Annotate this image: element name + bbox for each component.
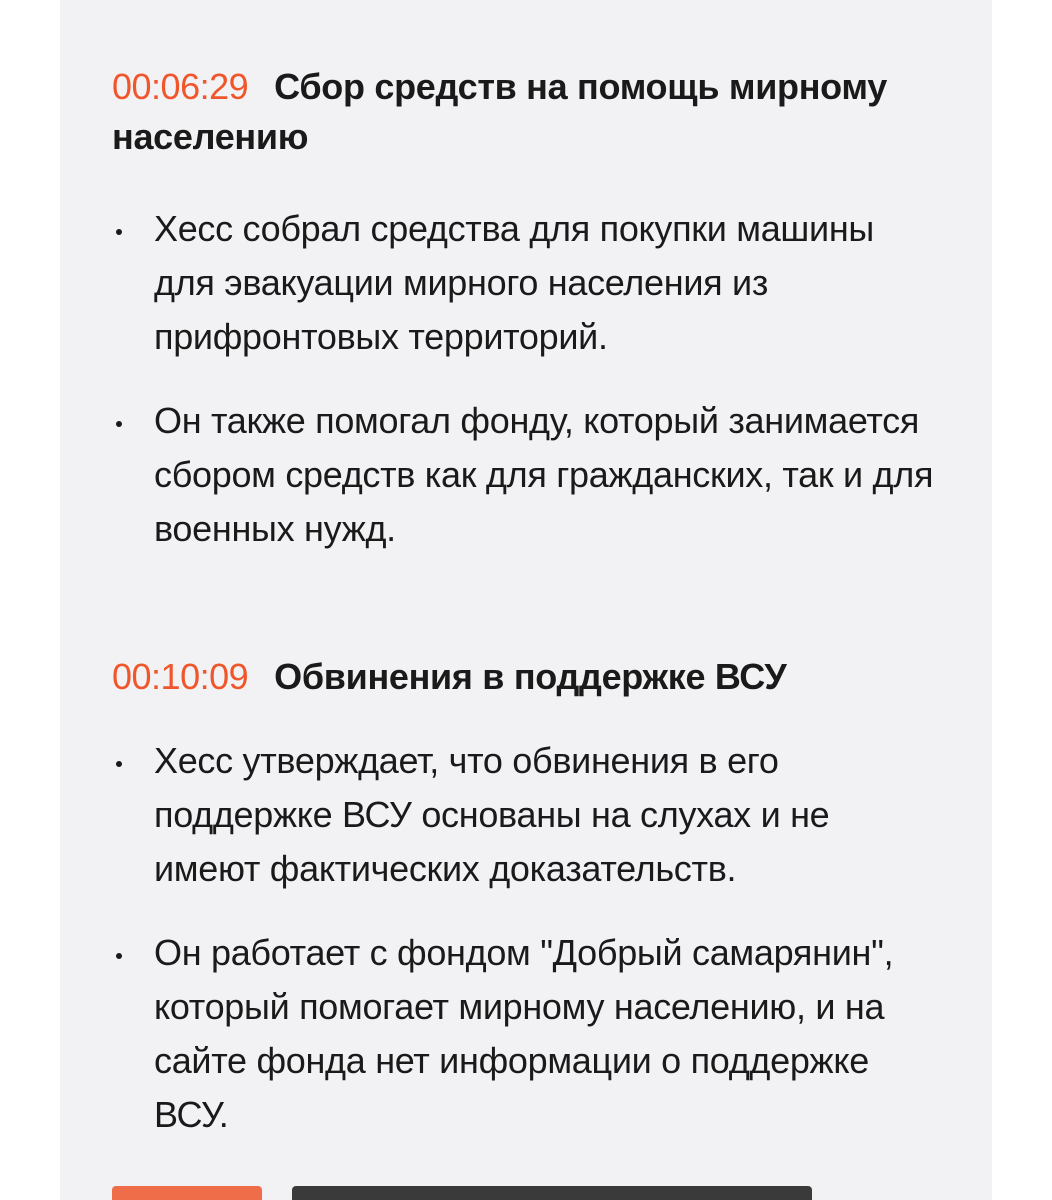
summary-section	[112, 652, 942, 1142]
section-title: Обвинения в поддержке ВСУ	[274, 656, 787, 697]
bullet-list	[112, 202, 942, 556]
bullet-item: Хесс утверждает, что обвинения в его поддержке ВСУ основаны на слухах и не имеют фактических доказательств.	[112, 734, 942, 896]
cutoff-timecode-shape	[112, 1186, 262, 1200]
section-heading	[112, 652, 942, 702]
bullet-item: Он работает с фондом "Добрый самарянин", который помогает мирному населению, и на сайте фонда нет информации о поддержке ВСУ.	[112, 926, 942, 1142]
bullet-list	[112, 734, 942, 1142]
timecode-link[interactable]: 00:10:09	[112, 656, 249, 697]
timecode-link[interactable]: 00:06:29	[112, 66, 249, 107]
bullet-item: Он также помогал фонду, который занимается сбором средств как для гражданских, так и для военных нужд.	[112, 394, 942, 556]
bullet-item: Хесс собрал средства для покупки машины для эвакуации мирного населения из прифронтовых территорий.	[112, 202, 942, 364]
cutoff-title-shape	[292, 1186, 812, 1200]
next-section-cutoff	[112, 1186, 942, 1200]
section-heading	[112, 62, 942, 162]
summary-card	[60, 0, 992, 1200]
section-title: Сбор средств на помощь мирному населению	[112, 66, 887, 157]
summary-section	[112, 62, 942, 556]
